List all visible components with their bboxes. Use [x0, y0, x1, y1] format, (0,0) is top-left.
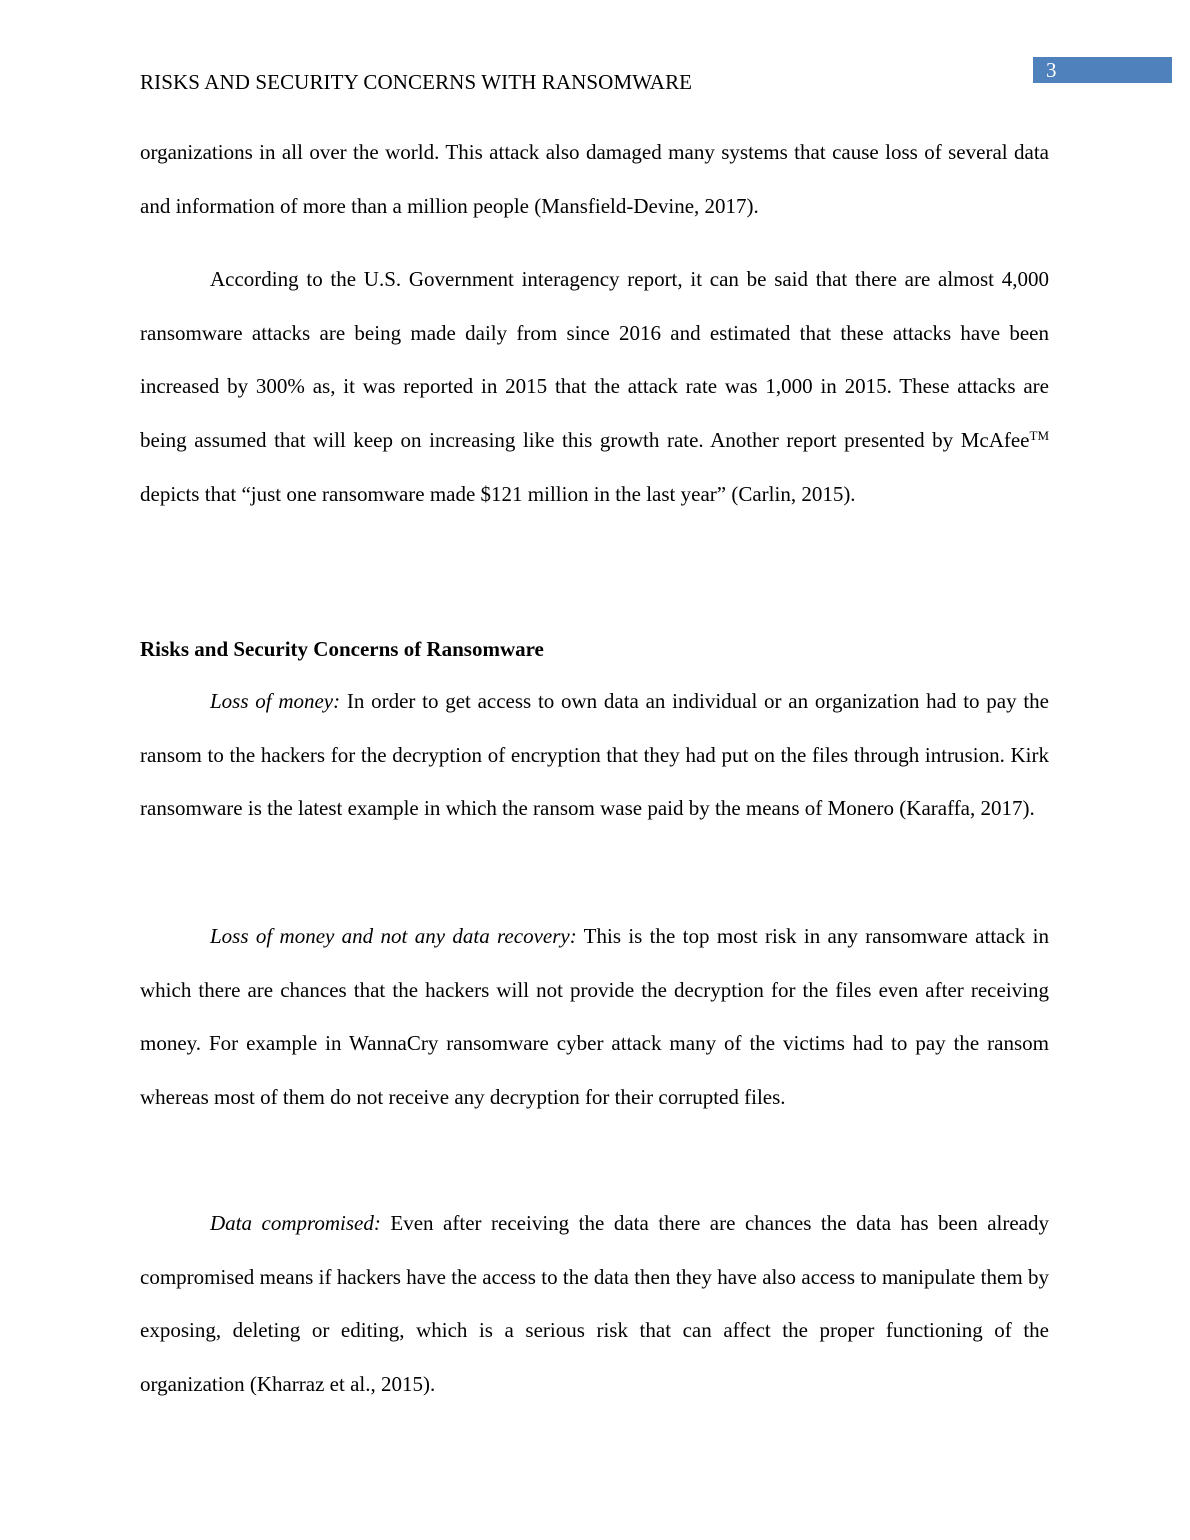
page-number: 3 [1033, 57, 1172, 83]
paragraph-text: This is the top most risk in any ransomware attack in which there are chances that the hackers will not provide the decryption for the files even after receiving money. For example in WannaCry ransomware cyber attack many of the victims had to pay the ransom whereas most of them do not receive any decryption for their corrupted files. [140, 924, 1049, 1110]
paragraph-text: Even after receiving the data there are chances the data has been already compromised means if hackers have the access to the data then they have also access to manipulate them by exposing, deleting or editing, which is a serious risk that can affect the proper functioning of the organization (Kharraz et al., 2015). [140, 1211, 1050, 1397]
paragraph-lead-term: Loss of money: [210, 689, 341, 713]
running-header-title: RISKS AND SECURITY CONCERNS WITH RANSOMWARE [140, 70, 693, 94]
paragraph-text: organizations in all over the world. This attack also damaged many systems that cause loss of several data and information of more than a million people (Mansfield-Devine, 2017). [140, 140, 1049, 218]
paragraph-text-part1: According to the U.S. Government interagency report, it can be said that there are almost 4,000 ransomware attacks are being made daily from since 2016 and estimated that these attacks have been increased by 300% as, it was reported in 2015 that the attack rate was 1,000 in 2015. These attacks are being assumed that will keep on increasing like this growth rate. Another report presented by McAfee [140, 267, 1049, 453]
paragraph-data-compromised [140, 1197, 1049, 1412]
paragraph-continuation [140, 126, 1049, 233]
paragraph-loss-of-money [140, 675, 1049, 836]
trademark-superscript: TM [1029, 428, 1049, 444]
paragraph-text-part2: depicts that “just one ransomware made $121 million in the last year” (Carlin, 2015). [140, 481, 856, 506]
paragraph-interagency-report [140, 253, 1049, 522]
paragraph-lead-term: Loss of money and not any data recovery: [210, 924, 577, 948]
paragraph-lead-term: Data compromised: [210, 1211, 381, 1235]
paragraph-no-data-recovery [140, 910, 1049, 1125]
section-heading: Risks and Security Concerns of Ransomware [140, 637, 544, 661]
paragraph-text: In order to get access to own data an individual or an organization had to pay the ransom to the hackers for the decryption of encryption that they had put on the files through intrusion. Kirk ransomware is the latest example in which the ransom wase paid by the means of Monero (Karaffa, 2017). [140, 689, 1049, 821]
